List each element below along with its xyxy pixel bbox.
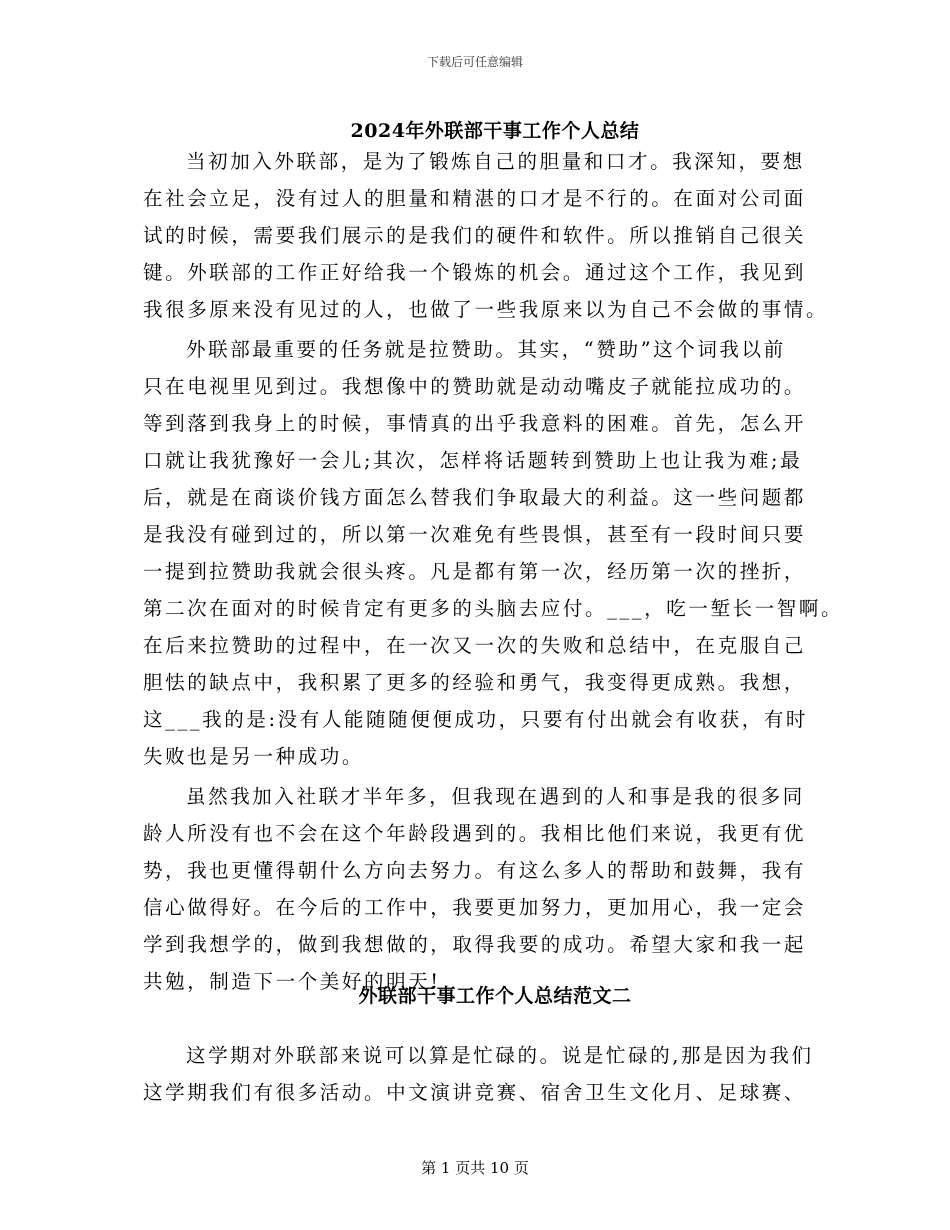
paragraph-line: 在后来拉赞助的过程中，在一次又一次的失败和总结中，在克服自己 xyxy=(143,634,807,657)
paragraph-line: 当初加入外联部，是为了锻炼自己的胆量和口才。我深知，要想 xyxy=(186,150,805,173)
paragraph-line: 这学期我们有很多活动。中文演讲竞赛、宿舍卫生文化月、足球赛、 xyxy=(143,1081,807,1104)
paragraph-line: 第二次在面对的时候肯定有更多的头脑去应付。___，吃一堑长一智啊。 xyxy=(143,597,844,620)
paragraph-line: 学到我想学的，做到我想做的，取得我要的成功。希望大家和我一起 xyxy=(143,933,807,956)
paragraph-line: 胆怯的缺点中，我积累了更多的经验和勇气，我变得更成熟。我想， xyxy=(143,671,807,694)
section-title: 外联部干事工作个人总结范文二 xyxy=(358,985,632,1007)
paragraph-line: 失败也是另一种成功。 xyxy=(143,745,365,768)
document-title: 2024年外联部干事工作个人总结 xyxy=(350,120,640,142)
paragraph-line: 只在电视里见到过。我想像中的赞助就是动动嘴皮子就能拉成功的。 xyxy=(143,375,807,398)
paragraph-line: 虽然我加入社联才半年多，但我现在遇到的人和事是我的很多同 xyxy=(186,785,805,808)
paragraph-line: 这学期对外联部来说可以算是忙碌的。说是忙碌的,那是因为我们 xyxy=(186,1044,814,1067)
header-note: 下载后可任意编辑 xyxy=(426,55,523,69)
paragraph-line: 我很多原来没有见过的人，也做了一些我原来以为自己不会做的事情。 xyxy=(143,298,829,321)
paragraph-line: 在社会立足，没有过人的胆量和精湛的口才是不行的。在面对公司面 xyxy=(143,187,807,210)
paragraph-line: 信心做得好。在今后的工作中，我要更加努力，更加用心，我一定会 xyxy=(143,896,807,919)
paragraph-line: 势，我也更懂得朝什么方向去努力。有这么多人的帮助和鼓舞，我有 xyxy=(143,859,807,882)
paragraph-line: 外联部最重要的任务就是拉赞助。其实，“赞助”这个词我以前 xyxy=(186,338,786,361)
paragraph-line: 共勉，制造下一个美好的明天! xyxy=(143,970,441,993)
paragraph-line: 等到落到我身上的时候，事情真的出乎我意料的困难。首先，怎么开 xyxy=(143,412,807,435)
paragraph-line: 后，就是在商谈价钱方面怎么替我们争取最大的利益。这一些问题都 xyxy=(143,486,807,509)
paragraph-line: 键。外联部的工作正好给我一个锻炼的机会。通过这个工作，我见到 xyxy=(143,261,807,284)
paragraph-line: 龄人所没有也不会在这个年龄段遇到的。我相比他们来说，我更有优 xyxy=(143,822,807,845)
paragraph-line: 一提到拉赞助我就会很头疼。凡是都有第一次，经历第一次的挫折， xyxy=(143,560,807,583)
page-number: 第 1 页共 10 页 xyxy=(421,1159,529,1177)
paragraph-line: 这___我的是:没有人能随随便便成功，只要有付出就会有收获，有时 xyxy=(143,708,809,731)
paragraph-line: 试的时候，需要我们展示的是我们的硬件和软件。所以推销自己很关 xyxy=(143,224,807,247)
paragraph-line: 口就让我犹豫好一会儿;其次，怎样将话题转到赞助上也让我为难;最 xyxy=(143,449,803,472)
paragraph-line: 是我没有碰到过的，所以第一次难免有些畏惧，甚至有一段时间只要 xyxy=(143,523,807,546)
